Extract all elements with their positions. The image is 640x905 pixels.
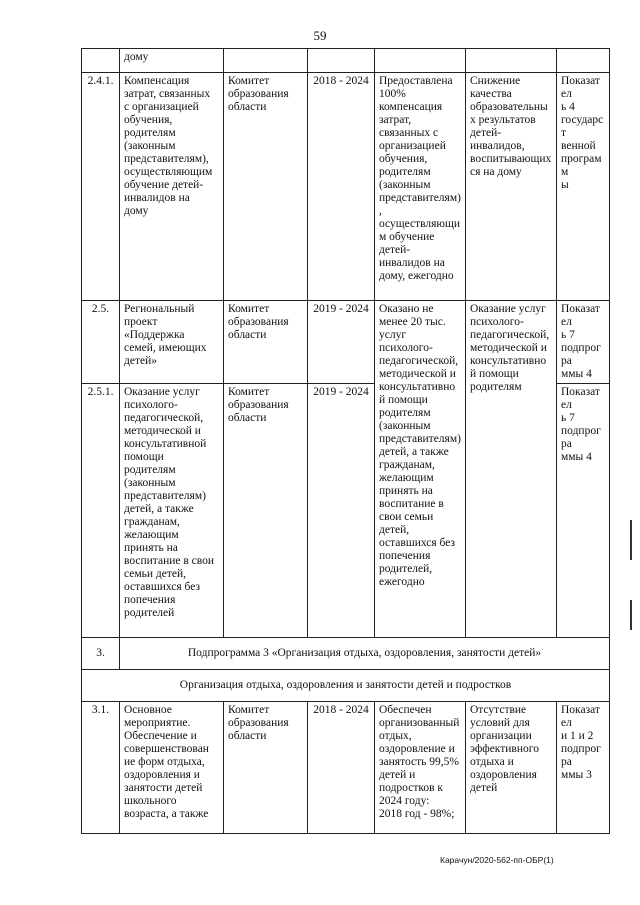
executor-cell: Комитет образования области	[224, 73, 308, 301]
name-cell: Региональный проект «Поддержка семей, имеющих детей»	[120, 301, 224, 384]
years-cell: 2018 - 2024	[308, 702, 375, 834]
name-cell: Оказание услуг психолого- педагогической, методической и консультативной помощи родителям (законным представителям) детей, а также гражданам, желающим принять на воспитание в свои семьи детей, оставшихся без попечения родителей	[120, 384, 224, 638]
number-cell: 2.4.1.	[82, 73, 120, 301]
years-cell: 2019 - 2024	[308, 301, 375, 384]
number-cell: 2.5.	[82, 301, 120, 384]
indicator-cell: Показател ь 4 государст венной программ ы	[557, 73, 610, 301]
executor-cell	[224, 49, 308, 73]
executor-cell: Комитет образования области	[224, 702, 308, 834]
result-cell: Обеспечен организованный отдых, оздоровление и занятость 99,5% детей и подростков к 2024 году: 2018 год - 98%;	[375, 702, 466, 834]
page-number: 59	[313, 28, 327, 43]
program-table	[81, 48, 610, 834]
executor-cell: Комитет образования области	[224, 301, 308, 384]
section-title: Организация отдыха, оздоровления и занятости детей и подростков	[82, 670, 610, 702]
indicator-cell: Показател ь 7 подпрогра ммы 4	[557, 384, 610, 638]
indicator-cell: Показател и 1 и 2 подпрогра ммы 3	[557, 702, 610, 834]
result-cell: Предоставлена 100% компенсация затрат, связанных с организацией обучения, родителям (законным представителям) , осуществляющи м обучение детей- инвалидов на дому, ежегодно	[375, 73, 466, 301]
scan-margin-mark	[630, 600, 632, 630]
name-cell: дому	[120, 49, 224, 73]
years-cell	[308, 49, 375, 73]
document-footer-code: Карачун/2020-562-пп-ОБР(1)	[440, 855, 554, 865]
consequence-cell: Отсутствие условий для организации эффективного отдыха и оздоровления детей	[466, 702, 557, 834]
subprogram-title: Подпрограмма 3 «Организация отдыха, оздоровления, занятости детей»	[120, 638, 610, 670]
indicator-cell: Показател ь 7 подпрогра ммы 4	[557, 301, 610, 384]
indicator-cell	[557, 49, 610, 73]
consequence-cell: Снижение качества образовательны х результатов детей- инвалидов, воспитывающих ся на дому	[466, 73, 557, 301]
years-cell: 2018 - 2024	[308, 73, 375, 301]
table-row	[82, 301, 610, 384]
scan-margin-mark	[630, 520, 632, 560]
consequence-cell	[466, 49, 557, 73]
number-cell	[82, 49, 120, 73]
number-cell: 3.	[82, 638, 120, 670]
number-cell: 2.5.1.	[82, 384, 120, 638]
table-row	[82, 702, 610, 834]
number-cell: 3.1.	[82, 702, 120, 834]
table-row	[82, 49, 610, 73]
years-cell: 2019 - 2024	[308, 384, 375, 638]
result-cell	[375, 49, 466, 73]
executor-cell: Комитет образования области	[224, 384, 308, 638]
table-row	[82, 73, 610, 301]
consequence-cell: Оказание услуг психолого- педагогической, методической и консультативно й помощи родителям	[466, 301, 557, 638]
name-cell: Основное мероприятие. Обеспечение и совершенствован ие форм отдыха, оздоровления и занятости детей школьного возраста, а также	[120, 702, 224, 834]
result-cell: Оказано не менее 20 тыс. услуг психолого- педагогической, методической и консультативно й помощи родителям (законным представителям) детей, а также гражданам, желающим принять на воспитание в свои семьи детей, оставшихся без попечения родителей, ежегодно	[375, 301, 466, 638]
table-row	[82, 638, 610, 670]
name-cell: Компенсация затрат, связанных с организацией обучения, родителям (законным представителям), осуществляющим обучение детей- инвалидов на дому	[120, 73, 224, 301]
table-row	[82, 670, 610, 702]
